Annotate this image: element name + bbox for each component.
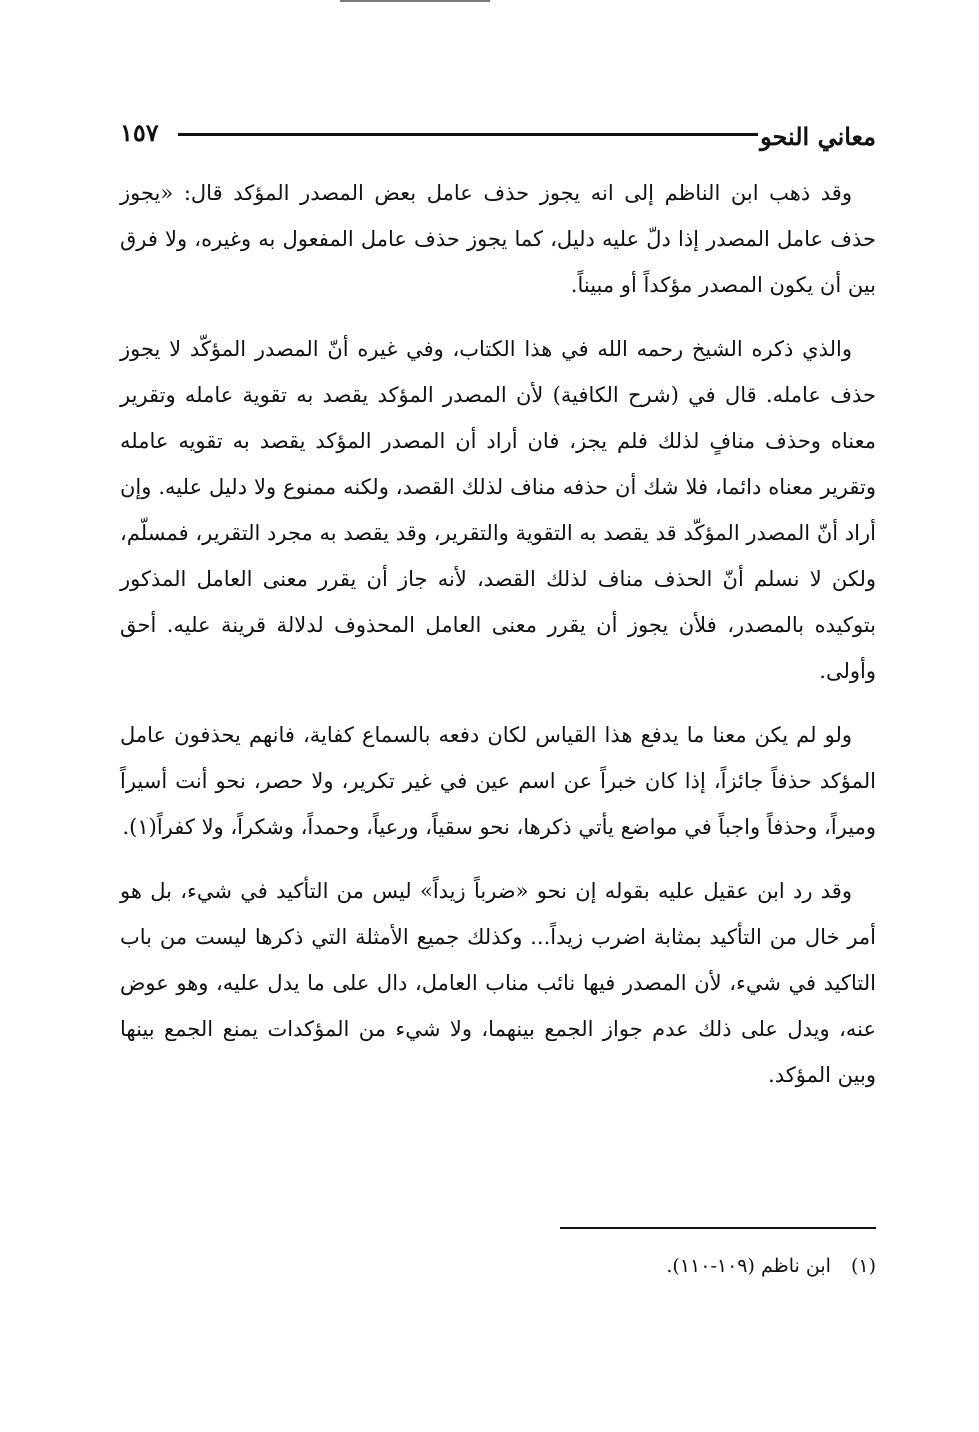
footnote-text: ابن ناظم (١٠٩-١١٠). [666, 1255, 831, 1277]
top-edge-mark [340, 0, 490, 2]
header-rule [178, 133, 758, 136]
footnote-rule [560, 1227, 876, 1229]
footnote-marker: (١) [850, 1255, 876, 1277]
footnote [500, 1252, 876, 1280]
running-title: معاني النحو [760, 122, 876, 151]
paragraph-1: وقد ذهب ابن الناظم إلى انه يجوز حذف عامل بعض المصدر المؤكد قال: «يجوز حذف عامل المصدر إذا دلّ عليه دليل، كما يجوز حذف عامل المفعول به وغيره، ولا فرق بين أن يكون المصدر مؤكداً أو مبيناً. [120, 181, 876, 297]
paragraph-3: ولو لم يكن معنا ما يدفع هذا القياس لكان دفعه بالسماع كفاية، فانهم يحذفون عامل المؤكد حذفاً جائزاً، إذا كان خبراً عن اسم عين في غير تكرير، ولا حصر، نحو أنت أسيراً وميراً، وحذفاً واجباً في مواضع يأتي ذكرها، نحو سقياً، ورعياً، وحمداً، وشكراً، ولا كفراً(١). [120, 723, 876, 839]
page-header [120, 118, 876, 158]
body-text [120, 170, 876, 1116]
paragraph-4: وقد رد ابن عقيل عليه بقوله إن نحو «ضرباً زيداً» ليس من التأكيد في شيء، بل هو أمر خال من التأكيد بمثابة اضرب زيداً... وكذلك جميع الأمثلة التي ذكرها ليست من باب التاكيد في شيء، لأن المصدر فيها نائب مناب العامل، دال على ما يدل عليه، وهو عوض عنه، ويدل على ذلك عدم جواز الجمع بينهما، ولا شيء من المؤكدات يمنع الجمع بينها وبين المؤكد. [120, 879, 876, 1087]
page-number: ١٥٧ [120, 118, 159, 147]
paragraph-2: والذي ذكره الشيخ رحمه الله في هذا الكتاب، وفي غيره أنّ المصدر المؤكّد لا يجوز حذف عامله. قال في (شرح الكافية) لأن المصدر المؤكد يقصد به تقوية عامله وتقرير معناه وحذف منافٍ لذلك فلم يجز، فان أراد أن المصدر المؤكد يقصد به تقويه عامله وتقرير معناه دائما، فلا شك أن حذفه مناف لذلك القصد، ولكنه ممنوع ولا دليل عليه. وإن أراد أنّ المصدر المؤكّد قد يقصد به التقوية والتقرير، وقد يقصد به مجرد التقرير، فمسلّم، ولكن لا نسلم أنّ الحذف مناف لذلك القصد، لأنه جاز أن يقرر معنى العامل المذكور بتوكيده بالمصدر، فلأن يجوز أن يقرر معنى العامل المحذوف لدلالة قرينة عليه. أحق وأولى. [120, 337, 876, 683]
